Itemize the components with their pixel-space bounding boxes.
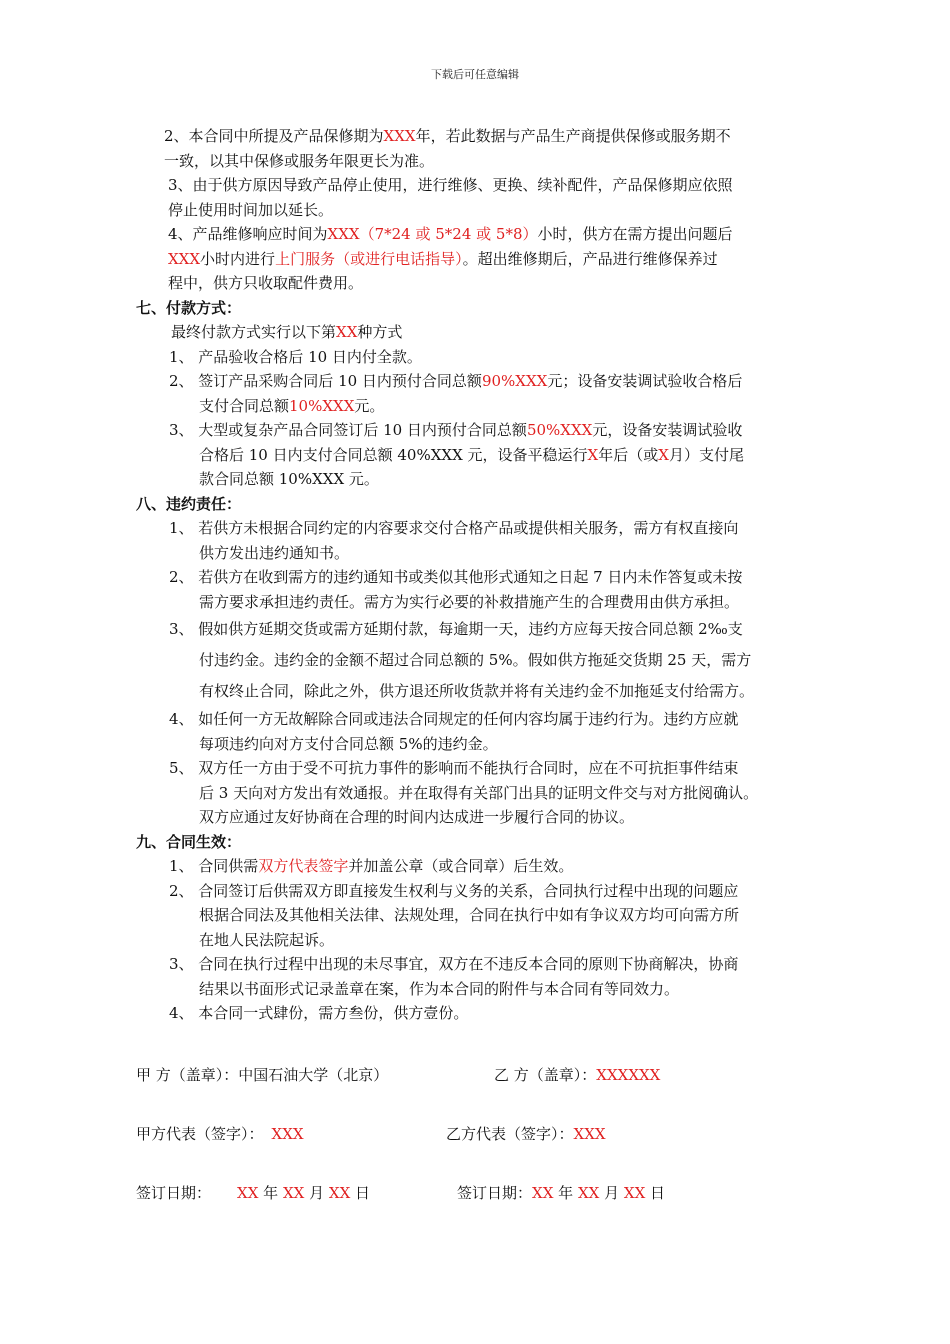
text: 4、产品维修响应时间为 [168, 225, 328, 243]
text: 月 [309, 1184, 325, 1202]
placeholder-value: XX [532, 1184, 554, 1202]
breach-item-1-cont: 供方发出违约通知书。 [199, 543, 350, 562]
placeholder-value: 上门服务（或进行电话指导） [275, 249, 463, 268]
placeholder-value: 双方代表签字 [258, 857, 349, 875]
breach-item-3-cont: 付违约金。违约金的金额不超过合同总额的 5%。假如供方拖延交货期 25 天，需方 [199, 651, 752, 669]
warranty-clause-4 [136, 222, 826, 247]
text: 甲方代表（签字）： [136, 1125, 264, 1143]
text: 乙方代表（签字）： [446, 1125, 574, 1143]
text: 月）支付尾 [668, 445, 744, 464]
payment-item-3-cont2: 款合同总额 10%XXX 元。 [199, 470, 379, 488]
effect-item-2-cont2: 在地人民法院起诉。 [199, 930, 335, 949]
breach-item-2-cont: 需方要求承担违约责任。需方为实行必要的补救措施产生的合理费用由供方承担。 [199, 592, 740, 611]
party-a-seal [136, 1064, 388, 1085]
text: 年 [263, 1184, 279, 1202]
breach-item-5-cont: 后 3 天向对方发出有效通报。并在取得有关部门出具的证明文件交与对方批阅确认。 [199, 783, 759, 802]
text: 签订日期： [136, 1184, 212, 1202]
effect-item-3-cont: 结果以书面形式记录盖章在案，作为本合同的附件与本合同有等同效力。 [199, 979, 680, 998]
placeholder-value: XXX（7*24 或 5*24 或 5*8） [327, 225, 538, 243]
breach-item-2: 2、 若供方在收到需方的违约通知书或类似其他形式通知之日起 7 日内未作答复或未按 [169, 568, 743, 586]
section-title-breach: 八、违约责任： [136, 494, 242, 513]
breach-item-1: 1、 若供方未根据合同约定的内容要求交付合格产品或提供相关服务，需方有权直接向 [169, 519, 739, 537]
text: 并加盖公章（或合同章）后生效。 [348, 857, 574, 875]
party-b-seal [494, 1064, 660, 1085]
warranty-clause-3: 3、由于供方原因导致产品停止使用，进行维修、更换、续补配件，产品保修期应依照 [168, 176, 733, 194]
text: 。超出维修期后，产品进行维修保养过 [462, 249, 718, 268]
breach-item-3-cont2: 有权终止合同，除此之外，供方退还所收货款并将有关违约金不加拖延支付给需方。 [199, 682, 755, 700]
warranty-clause-2 [136, 124, 826, 149]
text: 小时内进行 [200, 249, 276, 268]
party-b-sign-date [457, 1182, 665, 1203]
breach-item-4-cont: 每项违约向对方支付合同总额 5%的违约金。 [199, 734, 498, 753]
placeholder-value: XX [282, 1184, 305, 1202]
payment-item-2 [136, 369, 826, 394]
placeholder-value: XX [237, 1184, 259, 1202]
text: 甲 方（盖章）：中国石油大学（北京） [136, 1066, 389, 1084]
text: 小时，供方在需方提出问题后 [537, 225, 733, 243]
text: 种方式 [357, 323, 403, 341]
placeholder-value: XXXXXX [596, 1066, 661, 1084]
payment-item-2-cont [136, 394, 826, 419]
text: 月 [604, 1184, 620, 1202]
text: 年，若此数据与产品生产商提供保修或服务期不 [415, 127, 731, 145]
placeholder-value: XXX [383, 127, 416, 145]
text: 元，设备安装调试验收 [592, 421, 743, 439]
text: 签订日期： [457, 1184, 533, 1202]
text: 元；设备安装调试验收合格后 [547, 372, 743, 390]
party-a-representative [136, 1123, 304, 1144]
placeholder-value: XXX [168, 249, 201, 268]
text: 元。 [354, 396, 385, 415]
text: 合格后 10 日内支付合同总额 40%XXX 元，设备平稳运行 [199, 445, 588, 464]
text: 日 [650, 1184, 666, 1202]
effect-item-2: 2、 合同签订后供需双方即直接发生权利与义务的关系，合同执行过程中出现的问题应 [169, 881, 739, 900]
placeholder-value: 50%XXX [526, 421, 593, 439]
text: 支付合同总额 [199, 396, 290, 415]
text: 2、本合同中所提及产品保修期为 [164, 127, 384, 145]
warranty-clause-2-cont: 一致，以其中保修或服务年限更长为准。 [164, 151, 435, 170]
text: 乙 方（盖章）： [494, 1066, 597, 1084]
text: 日 [355, 1184, 371, 1202]
party-a-sign-date [136, 1182, 370, 1203]
effect-item-4: 4、 本合同一式肆份，需方叁份，供方壹份。 [169, 1004, 469, 1022]
text: 2、 签订产品采购合同后 10 日内预付合同总额 [169, 372, 482, 390]
warranty-clause-4-cont2: 程中，供方只收取配件费用。 [168, 274, 364, 292]
placeholder-value: 10%XXX [289, 396, 355, 415]
text: 1、 合同供需 [169, 857, 259, 875]
placeholder-value: XX [336, 323, 358, 341]
placeholder-value: 90%XXX [481, 372, 548, 390]
payment-item-3 [136, 418, 826, 443]
placeholder-value: XX [328, 1184, 351, 1202]
breach-item-5-cont2: 双方应通过友好协商在合理的时间内达成进一步履行合同的协议。 [199, 808, 635, 826]
breach-item-5: 5、 双方任一方由于受不可抗力事件的影响而不能执行合同时，应在不可抗拒事件结束 [169, 759, 739, 777]
placeholder-value: XX [623, 1184, 646, 1202]
placeholder-value: XX [577, 1184, 600, 1202]
breach-item-3: 3、 假如供方延期交货或需方延期付款，每逾期一天，违约方应每天按合同总额 2‰支 [169, 620, 743, 638]
payment-intro [136, 320, 826, 345]
party-b-representative [446, 1123, 606, 1144]
effect-item-1 [136, 854, 826, 879]
payment-item-1: 1、 产品验收合格后 10 日内付全款。 [169, 347, 422, 366]
section-title-effect: 九、合同生效： [136, 832, 242, 851]
text: 年 [558, 1184, 574, 1202]
text: 3、 大型或复杂产品合同签订后 10 日内预付合同总额 [169, 421, 527, 439]
warranty-clause-3-cont: 停止使用时间加以延长。 [168, 200, 334, 219]
placeholder-value: X [658, 445, 669, 464]
placeholder-value: XXX [271, 1125, 304, 1143]
breach-item-4: 4、 如任何一方无故解除合同或违法合同规定的任何内容均属于违约行为。违约方应就 [169, 710, 739, 728]
payment-item-3-cont [136, 443, 826, 468]
section-title-payment: 七、付款方式： [136, 298, 242, 317]
placeholder-value: X [587, 445, 599, 464]
warranty-clause-4-cont [136, 247, 826, 272]
effect-item-2-cont: 根据合同法及其他相关法律、法规处理，合同在执行中如有争议双方均可向需方所 [199, 906, 740, 924]
text: 最终付款方式实行以下第 [171, 323, 337, 341]
text: 年后（或 [598, 445, 659, 464]
placeholder-value: XXX [573, 1125, 606, 1143]
effect-item-3: 3、 合同在执行过程中出现的未尽事宜，双方在不违反本合同的原则下协商解决，协商 [169, 955, 739, 973]
page-header: 下载后可任意编辑 [431, 68, 519, 81]
contract-body [136, 124, 826, 1026]
